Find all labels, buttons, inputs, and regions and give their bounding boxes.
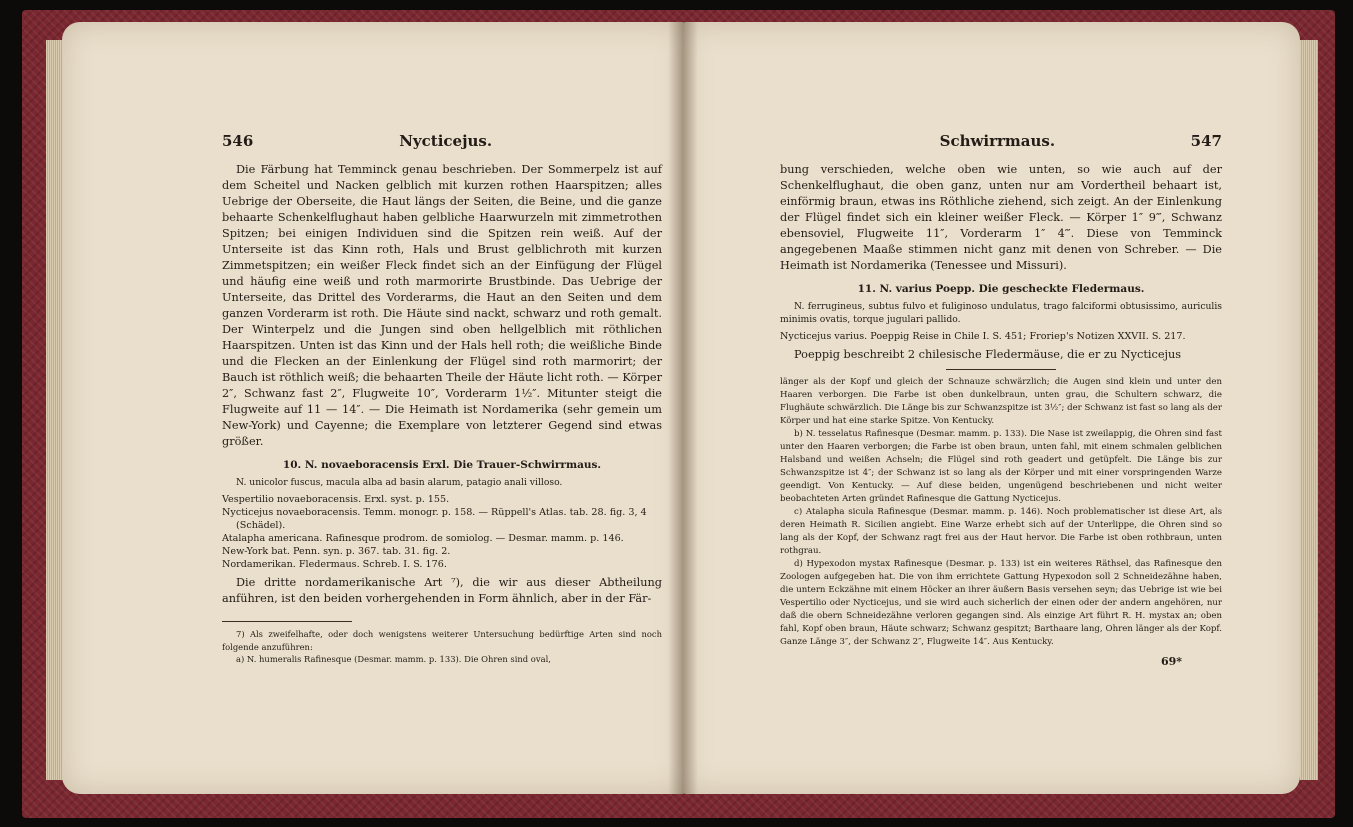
book-gutter xyxy=(668,22,698,794)
footnote: b) N. tesselatus Rafinesque (Desmar. mamm. p. 133). Die Nase ist zweilappig, die Ohren sind fast unter den Haaren verborgen; die Farbe ist oben braun, unten fahl, mit einem schmalen gelblichen Halsband und weißen Achseln; die Flügel sind roth geadert und getüpfelt. Die Länge bis zur Schwanzspitze ist 4″; der Schwanz ist so lang als der Körper und mit einer vorspringenden Warze geendigt. Von Kentucky. — Auf diese beiden, ungenügend beschriebenen und nicht weiter beobachteten Arten gründet Rafinesque die Gattung Nycticejus. xyxy=(780,429,1222,504)
section-heading: 11. N. varius Poepp. Die gescheckte Fledermaus. xyxy=(857,283,1145,295)
body-paragraph: Poeppig beschreibt 2 chilesische Fledermäuse, die er zu Nycticejus xyxy=(794,348,1182,361)
footnote: d) Hypexodon mystax Rafinesque (Desmar. p. 133) ist ein weiteres Räthsel, das Rafinesque den Zoologen aufgegeben hat. Die von ihm errichtete Gattung Hypexodon soll 2 Schneidezähne haben, die untern Eckzähne mit einem Höcker an ihrer äußern Basis versehen seyn; das Uebrige ist wie bei Vespertilio oder Nycticejus, und sie wird auch sicherlich der einen oder der andern angehören, nur daß die obern Schneidezähne verloren gegangen sind. Als einzige Art führt R. H. mystax an; oben fahl, Kopf oben braun, Häute schwarz; Schwanz gespitzt; Barthaare lang, Ohren länger als der Kopf. Ganze Länge 3″, der Schwanz 2″, Flugweite 14″. Aus Kentucky. xyxy=(780,559,1222,647)
left-page xyxy=(62,22,686,794)
footnote: a) N. humeralis Rafinesque (Desmar. mamm. p. 133). Die Ohren sind oval, xyxy=(236,654,551,664)
right-page-header xyxy=(780,132,1222,150)
left-text-column xyxy=(222,132,662,666)
synonym-line: Vespertilio novaeboracensis. Erxl. syst. p. 155. xyxy=(222,494,450,505)
synonym-line: Nordamerikan. Fledermaus. Schreb. I. S. 176. xyxy=(222,559,447,570)
page-number: 547 xyxy=(1190,132,1222,150)
diagnosis: N. unicolor fuscus, macula alba ad basin alarum, patagio anali villoso. xyxy=(236,477,563,488)
page-number: 546 xyxy=(222,132,254,150)
footnote: 7) Als zweifelhafte, oder doch wenigstens weiterer Untersuchung bedürftige Arten sind noch folgende anzuführen: xyxy=(222,629,662,652)
footnote-rule xyxy=(222,621,352,622)
section-heading: 10. N. novaeboracensis Erxl. Die Trauer-Schwirrmaus. xyxy=(282,459,602,471)
body-paragraph: Die Färbung hat Temminck genau beschrieben. Der Sommerpelz ist auf dem Scheitel und Nacken gelblich mit kurzen rothen Haarspitzen; alles Uebrige der Oberseite, die Haut längs der Seiten, die Beine, und die ganze behaarte Schenkelflughaut haben gelbliche Haarwurzeln mit zimmetrothen Spitzen; bei einigen Individuen sind die Spitzen rein weiß. Auf der Unterseite ist das Kinn roth, Hals und Brust gelblichroth mit kurzen Zimmetspitzen; ein weißer Fleck findet sich an der Einfügung der Flügel und häufig eine weiß und roth marmorirte Brustbinde. Das Uebrige der Unterseite, das Drittel des Vorderarms, die Haut an den Seiten und dem ganzen Vorderarm ist roth. Die Häute sind nackt, schwarz und roth gemalt. Der Winterpelz und die Jungen sind oben hellgelblich mit röthlichen Haarspitzen. Unten ist das Kinn und der Hals hell roth; die weißliche Binde und die Flecken an der Einlenkung der Flügel sind roth marmorirt; der Bauch ist röthlich weiß; die behaarten Theile der Häute licht roth. — Körper 2″, Schwanz fast 2″, Flugweite 10″, Vorderarm 1½″. Mitunter steigt die Flugweite auf 11 — 14″. — Die Heimath ist Nordamerika (sehr gemein um New-York) und Cayenne; die Exemplare von letzterer Gegend sind etwas größer. xyxy=(222,163,662,448)
left-page-header xyxy=(222,132,662,150)
right-page xyxy=(682,22,1300,794)
body-paragraph: bung verschieden, welche oben wie unten, so wie auch auf der Schenkelflughaut, die oben ganz, unten nur am Vordertheil behaart ist, einförmig braun, etwas ins Röthliche ziehend, sich zeigt. An der Einlenkung der Flügel findet sich ein kleiner weißer Fleck. — Körper 1″ 9‴, Schwanz ebensoviel, Flugweite 11″, Vorderarm 1″ 4‴. Diese von Temminck angegebenen Maaße stimmen nicht ganz mit denen von Schreber. — Die Heimath ist Nordamerika (Tenessee und Missuri). xyxy=(780,163,1222,272)
footnote: länger als der Kopf und gleich der Schnauze schwärzlich; die Augen sind klein und unter den Haaren verborgen. Die Farbe ist oben dunkelbraun, unten grau, die Schultern schwarz, die Flughäute schwärzlich. Die Länge bis zur Schwanzspitze ist 3½″; der Schwanz ist fast so lang als der Körper und hat eine starke Spitze. Von Kentucky. xyxy=(780,377,1222,426)
running-title: Nycticejus. xyxy=(399,132,493,150)
running-title: Schwirrmaus. xyxy=(939,132,1056,150)
synonym-line: Nycticejus varius. Poeppig Reise in Chile I. S. 451; Froriep's Notizen XXVII. S. 217. xyxy=(780,331,1186,342)
footnote: c) Atalapha sicula Rafinesque (Desmar. mamm. p. 146). Noch problematischer ist diese Art, als deren Heimath R. Sicilien angiebt. Eine Warze erhebt sich auf der Unterlippe, die Ohren sind so lang als der Kopf, der Schwanz ragt frei aus der Haut hervor. Die Farbe ist oben rothbraun, unten rothgrau. xyxy=(780,507,1222,556)
synonym-line: Nycticejus novaeboracensis. Temm. monogr. p. 158. — Rüppell's Atlas. tab. 28. fig. 3, 4 (Schädel). xyxy=(222,507,647,531)
right-page-edges xyxy=(1300,40,1318,780)
synonym-line: Atalapha americana. Rafinesque prodrom. de somiolog. — Desmar. mamm. p. 146. xyxy=(222,533,624,544)
signature-mark: 69* xyxy=(1160,655,1182,668)
diagnosis: N. ferrugineus, subtus fulvo et fuliginoso undulatus, trago falciformi obtusissimo, auriculis minimis ovatis, torque jugulari pallido. xyxy=(780,301,1222,325)
right-text-column xyxy=(780,132,1222,668)
footnote-rule xyxy=(946,369,1056,370)
synonym-line: New-York bat. Penn. syn. p. 367. tab. 31. fig. 2. xyxy=(222,546,451,557)
body-paragraph: Die dritte nordamerikanische Art ⁷), die wir aus dieser Abtheilung anführen, ist den beiden vorhergehenden in Form ähnlich, aber in der Fär- xyxy=(222,576,662,605)
